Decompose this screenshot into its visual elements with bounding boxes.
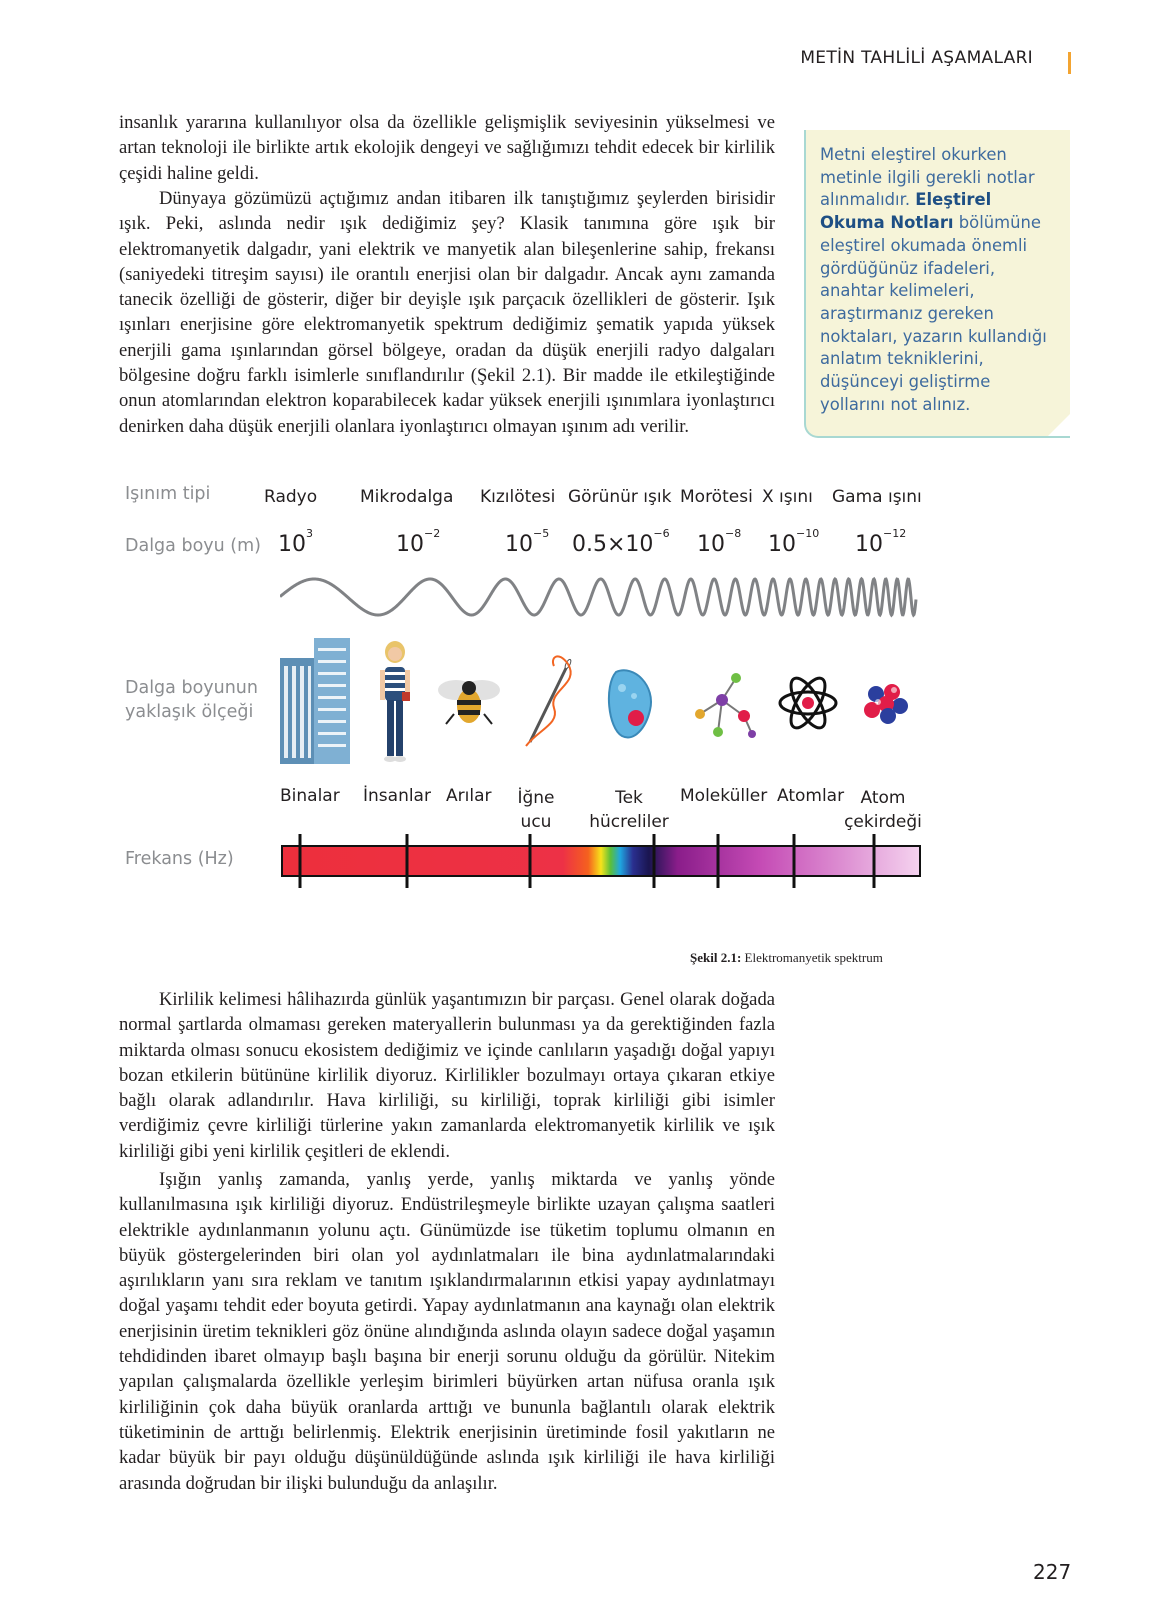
building-icon — [280, 638, 352, 764]
scale-label-buildings: Binalar — [280, 786, 340, 806]
type-infrared: Kızılötesi — [480, 487, 556, 507]
header-accent-bar — [1068, 52, 1071, 74]
atom-icon — [776, 670, 840, 736]
scale-label-needle-tip: İğne ucu — [517, 788, 555, 832]
cell-icon — [604, 666, 656, 746]
body-paragraph-3: Kirlilik kelimesi hâlihazırda günlük yaşantımızın bir parçası. Genel olarak doğada normal şartlarda olmaması gereken materyallerin bulunması ya da gerektiğinden fazla miktarda olması sonucu ekosistem dediğimiz ve içinde canlıların yaşadığı doğal yapıyı bozan etkilerin bütününe kirlilik diyoruz. Kirlilikler bozulmayı ortaya çıkaran etkiye bağlı olarak adlandırılır. Hava kirliliği, su kirliliği, toprak kirliliği gibi isimler verdiğimiz çevre kirliliği türlerine yakın zamanlarda elektromanyetik kirlilik ve ışık kirliliği gibi yeni kirlilik çeşitleri de eklendi. — [119, 989, 775, 1162]
caption-label: Şekil 2.1: — [690, 950, 742, 965]
note-folded-corner — [1048, 414, 1070, 436]
note-text-rest: bölümüne eleştirel okumada önemli gördüğünüz ifadeleri, anahtar kelimeleri, araştırmanız gereken noktaları, yazarın kullandığı anlatım tekniklerini, düşünceyi geliştirme yollarını not alınız. — [820, 213, 1047, 414]
note-text-intro: Metni eleştirel okurken metinle ilgili gerekli notlar alınmalıdır. — [820, 145, 1035, 210]
row-label-scale: Dalga boyunun yaklaşık ölçeği — [125, 678, 258, 722]
nucleus-icon — [862, 680, 908, 726]
running-header: METİN TAHLİLİ AŞAMALARI — [800, 48, 1033, 68]
wavelength-xray: $10^{-10}$ — [768, 526, 820, 557]
bee-icon — [434, 674, 504, 730]
type-radio: Radyo — [264, 487, 318, 507]
wavelength-microwave: $10^{-2}$ — [396, 526, 441, 557]
scale-label-bees: Arılar — [446, 786, 492, 806]
body-paragraph-1: insanlık yararına kullanılıyor olsa da özellikle gelişmişlik seviyesinin yükselmesi ve artan teknoloji ile birlikte artık ekolojik dengeyi ve sağlığımızı tehdit edecek bir kirlilik çeşidi haline geldi. — [119, 112, 775, 184]
wavelength-radio: $10^3$ — [278, 526, 313, 557]
type-gamma: Gama ışını — [832, 487, 922, 507]
note-bold-term: Eleştirel Okuma Notları — [820, 190, 992, 233]
row-label-frequency: Frekans (Hz) — [125, 849, 234, 869]
person-icon — [378, 640, 412, 764]
figure-caption — [690, 950, 883, 966]
scale-label-people: İnsanlar — [363, 786, 431, 806]
scale-label-atoms: Atomlar — [777, 786, 845, 806]
body-paragraph-2: Dünyaya gözümüzü açtığımız andan itibaren ilk tanıştığımız şeylerden birisidir ışık. Peki, aslında nedir ışık dediğimiz şey? Klasik tanımına göre ışık bir elektromanyetik dalgadır, yani elektrik ve manyetik alan bileşenlerine sahip, frekansı (saniyedeki titreşim sayısı) ile orantılı enerjisi olan bir dalgadır. Ancak aynı zamanda tanecik özelliği de gösterir, diğer bir deyişle ışık parçacık özellikleri de gösterir. Işık ışınları enerjisine göre elektromanyetik spektrum dediğimiz şematik yapıda yüksek enerjili gama ışınlarından görsel bölgeye, oradan da düşük enerjili radyo dalgaları bölgesine doğru farklı isimlerle sınıflandırılır (Şekil 2.1). Bir madde ile etkileştiğinde onun atomlarından elektron koparabilecek kadar yüksek enerjili ışınımlara iyonlaştırıcı denirken daha düşük enerjili olanlara iyonlaştırıcı olmayan ışınım adı verilir. — [119, 188, 775, 437]
wavelength-infrared: $10^{-5}$ — [505, 526, 550, 557]
row-label-wavelength: Dalga boyu (m) — [125, 536, 261, 556]
wave-line — [280, 579, 916, 615]
needle-icon — [520, 650, 580, 750]
row-label-radiation-type: Işınım tipi — [125, 484, 211, 504]
frequency-bar — [280, 830, 925, 890]
body-paragraph-4: Işığın yanlış zamanda, yanlış yerde, yanlış miktarda ve yanlış yönde kullanılmasına ışık kirliliği diyoruz. Endüstrileşmeyle birlikte uzayan çalışma saatleri elektrikle aydınlanmanın yolunu açtı. Günümüzde ise tüketim toplumu olmanın en büyük göstergelerinden biri olan yol aydınlatmaları ile bina aydınlatmalarındaki aşırılıkların yanı sıra reklam ve tanıtım ışıklandırmalarının etkisi yapay aydınlatmayı doğal yaşamı tehdit eder boyuta getirdi. Yapay aydınlatmanın ana kaynağı olan elektrik enerjisinin üretim teknikleri göz önüne alındığında aslında olayın sadece doğal yaşamın tehdidinden ibaret olmayıp başlı başına bir enerji sorunu olduğu da görülür. Nitekim yapılan çalışmalarda özellikle yerleşim birimleri büyürken artan nüfusa oranla ışık kirliliğinin çok daha büyük oranlarda arttığı ve bununla bağlantılı olarak elektrik tüketiminin de arttığı belirlenmiş. Elektrik enerjisinin üretiminde fosil yakıtların ne kadar büyük bir payı olduğu düşünüldüğünde aslında ışık kirliliği ile hava kirliliği arasında doğrudan bir ilişki bulunduğu da anlaşılır. — [119, 1169, 775, 1494]
type-ultraviolet: Morötesi — [680, 487, 753, 507]
scale-label-nucleus: Atom çekirdeği — [844, 788, 922, 832]
frequency-gradient — [282, 846, 920, 876]
type-microwave: Mikrodalga — [360, 487, 454, 507]
caption-text: Elektromanyetik spektrum — [741, 950, 883, 965]
em-spectrum-figure — [0, 484, 1151, 970]
wavelength-ultraviolet: $10^{-8}$ — [697, 526, 742, 557]
page-number: 227 — [1033, 1560, 1072, 1584]
scale-label-molecules: Moleküller — [680, 786, 768, 806]
wavelength-visible: $0.5\times 10^{-6}$ — [572, 526, 670, 557]
critical-reading-note — [804, 130, 1070, 438]
wave-graphic — [280, 568, 920, 626]
type-xray: X ışını — [762, 487, 813, 507]
wavelength-gamma: $10^{-12}$ — [855, 526, 907, 557]
type-visible: Görünür ışık — [568, 487, 672, 507]
molecule-icon — [692, 670, 758, 742]
scale-label-single-cells: Tek hücreliler — [589, 788, 669, 832]
